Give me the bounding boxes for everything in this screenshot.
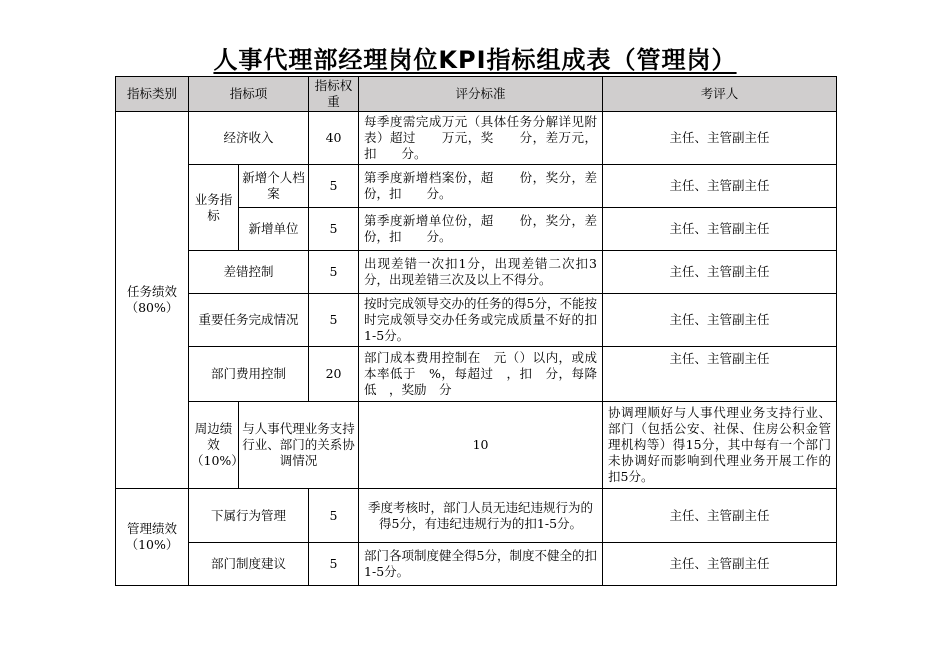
criteria-cell: 季度考核时，部门人员无违纪违规行为的得5分，有违纪违规行为的扣1-5分。 [359,489,603,543]
criteria-cell: 部门成本费用控制在 元（）以内，或成本率低于 %，每超过 ，扣 分，每降低 ，奖励 分 [359,347,603,402]
criteria-cell: 部门各项制度健全得5分，制度不健全的扣1-5分。 [359,543,603,586]
table-row [116,165,837,208]
table-header-row [116,77,837,112]
weight-cell: 5 [309,543,359,586]
weight-cell: 40 [309,112,359,165]
reviewer-cell: 主任、主管副主任 [603,165,837,208]
header-weight: 指标权重 [309,77,359,112]
header-item: 指标项 [189,77,309,112]
weight-cell: 10 [359,402,603,489]
item-cell: 新增单位 [239,208,309,251]
table-row [116,402,837,489]
category-task-performance [116,112,189,489]
criteria-cell: 第季度新增档案份，超 份，奖分，差 份，扣 分。 [359,165,603,208]
weight-cell: 5 [309,251,359,294]
document-title: 人事代理部经理岗位KPI指标组成表（管理岗） [213,46,737,74]
kpi-table [115,76,837,586]
reviewer-cell: 主任、主管副主任 [603,347,837,402]
category-percent: （10%） [191,453,244,468]
item-cell: 差错控制 [189,251,309,294]
item-cell: 与人事代理业务支持行业、部门的关系协调情况 [239,402,359,489]
item-cell: 经济收入 [189,112,309,165]
weight-cell: 5 [309,489,359,543]
table-row [116,112,837,165]
category-management-performance [116,489,189,586]
table-row [116,294,837,347]
criteria-cell: 第季度新增单位份，超 份，奖分，差 份，扣 分。 [359,208,603,251]
table-row [116,489,837,543]
category-name: 管理绩效 [126,521,177,536]
header-category: 指标类别 [116,77,189,112]
category-name: 周边绩效 [194,421,233,452]
reviewer-cell: 主任、主管副主任 [603,208,837,251]
weight-cell: 5 [309,294,359,347]
criteria-cell: 协调理顺好与人事代理业务支持行业、部门（包括公安、社保、住房公积金管理机构等）得15分，其中每有一个部门未协调好而影响到代理业务开展工作的扣5分。 [603,402,837,489]
category-percent: （80%） [125,300,179,315]
reviewer-cell: 主任、主管副主任 [603,489,837,543]
table-row [116,347,837,402]
subgroup-business-indicators: 业务指标 [189,165,239,251]
item-cell: 下属行为管理 [189,489,309,543]
table-row [116,251,837,294]
weight-cell: 5 [309,165,359,208]
item-cell: 新增个人档案 [239,165,309,208]
item-cell: 部门费用控制 [189,347,309,402]
item-cell: 部门制度建议 [189,543,309,586]
reviewer-cell: 主任、主管副主任 [603,543,837,586]
weight-cell: 5 [309,208,359,251]
header-reviewer: 考评人 [603,77,837,112]
criteria-cell: 每季度需完成万元（具体任务分解详见附表）超过 万元，奖 分，差万元，扣 分。 [359,112,603,165]
weight-cell: 20 [309,347,359,402]
table-row [116,543,837,586]
header-criteria: 评分标准 [359,77,603,112]
reviewer-cell: 主任、主管副主任 [603,294,837,347]
reviewer-cell: 主任、主管副主任 [603,251,837,294]
criteria-cell: 按时完成领导交办的任务的得5分，不能按时完成领导交办任务或完成质量不好的扣1-5分。 [359,294,603,347]
criteria-cell: 出现差错一次扣1分，出现差错二次扣3分，出现差错三次及以上不得分。 [359,251,603,294]
category-name: 任务绩效 [126,284,177,299]
reviewer-cell: 主任、主管副主任 [603,112,837,165]
item-cell: 重要任务完成情况 [189,294,309,347]
category-percent: （10%） [125,537,179,552]
category-peripheral-performance [189,402,244,489]
